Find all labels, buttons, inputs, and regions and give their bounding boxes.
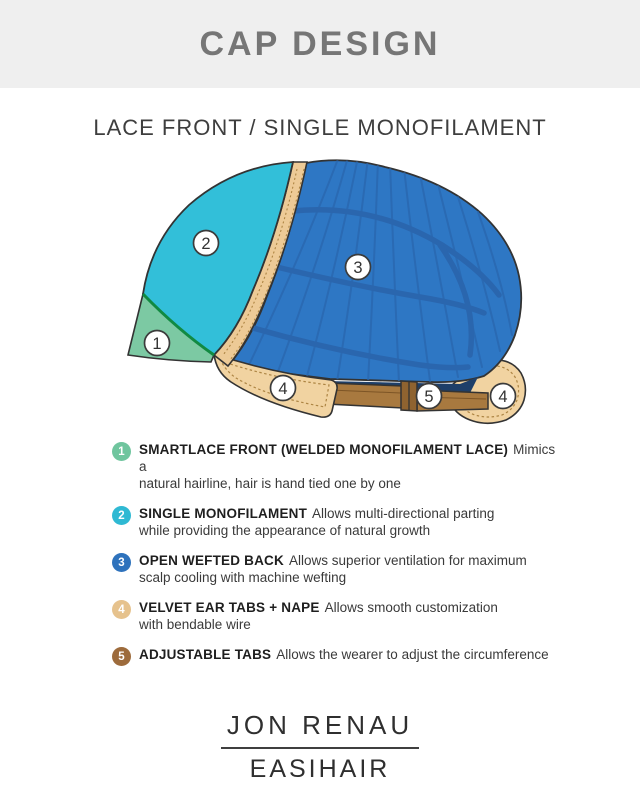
marker-label-4a: 4	[278, 380, 288, 398]
legend-text-4	[139, 599, 564, 633]
diagram-marker-2	[194, 231, 219, 256]
adjustable-strap-left	[327, 383, 403, 408]
brand-footer	[0, 710, 640, 784]
legend-badge-3: 3	[112, 553, 131, 572]
legend-label-4: VELVET EAR TABS + NAPE	[139, 600, 320, 615]
legend-desc-2b: while providing the appearance of natural growth	[139, 523, 431, 538]
diagram-marker-3	[346, 255, 371, 280]
diagram-marker-4-ear-tab	[271, 376, 296, 401]
legend-item-open-wefted-back	[112, 552, 572, 586]
legend-text-1	[139, 441, 564, 492]
legend-desc-5a: Allows the wearer to adjust the circumference	[276, 647, 549, 662]
brand-logo	[221, 710, 419, 784]
page-title: CAP DESIGN	[199, 24, 441, 63]
feature-legend	[112, 441, 572, 666]
legend-desc-4a: Allows smooth customization	[324, 600, 498, 615]
marker-label-1: 1	[152, 335, 162, 353]
legend-desc-2a: Allows multi-directional parting	[312, 506, 495, 521]
legend-label-3: OPEN WEFTED BACK	[139, 553, 284, 568]
brand-name-easihair: EASIHAIR	[249, 755, 391, 783]
legend-item-adjustable-tabs	[112, 646, 572, 666]
legend-item-velvet-ear-tabs	[112, 599, 572, 633]
legend-label-5: ADJUSTABLE TABS	[139, 647, 272, 662]
legend-desc-1b: natural hairline, hair is hand tied one by one	[139, 476, 401, 491]
diagram-marker-4-nape	[491, 384, 516, 409]
legend-desc-3a: Allows superior ventilation for maximum	[288, 553, 527, 568]
legend-badge-2: 2	[112, 506, 131, 525]
legend-label-2: SINGLE MONOFILAMENT	[139, 506, 308, 521]
legend-desc-3b: scalp cooling with machine wefting	[139, 570, 347, 585]
legend-item-single-monofilament	[112, 505, 572, 539]
legend-desc-1a: Mimics a	[139, 442, 556, 474]
diagram-marker-1	[145, 331, 170, 356]
legend-item-smartlace-front	[112, 441, 572, 492]
legend-label-1: SMARTLACE FRONT (WELDED MONOFILAMENT LACE)	[139, 442, 509, 457]
legend-badge-4: 4	[112, 600, 131, 619]
legend-badge-1: 1	[112, 442, 131, 461]
header-band	[0, 0, 640, 88]
legend-text-5	[139, 646, 564, 666]
diagram-marker-5	[417, 384, 442, 409]
legend-desc-4b: with bendable wire	[139, 617, 251, 632]
marker-label-5: 5	[424, 388, 434, 406]
cap-style-subtitle: LACE FRONT / SINGLE MONOFILAMENT	[93, 115, 547, 140]
wig-cap-diagram	[0, 147, 640, 439]
marker-label-4b: 4	[498, 388, 508, 406]
marker-label-3: 3	[353, 259, 363, 277]
legend-text-3	[139, 552, 564, 586]
legend-badge-5: 5	[112, 647, 131, 666]
marker-label-2: 2	[201, 235, 211, 253]
legend-text-2	[139, 505, 564, 539]
brand-name-jon-renau: JON RENAU	[221, 710, 419, 749]
